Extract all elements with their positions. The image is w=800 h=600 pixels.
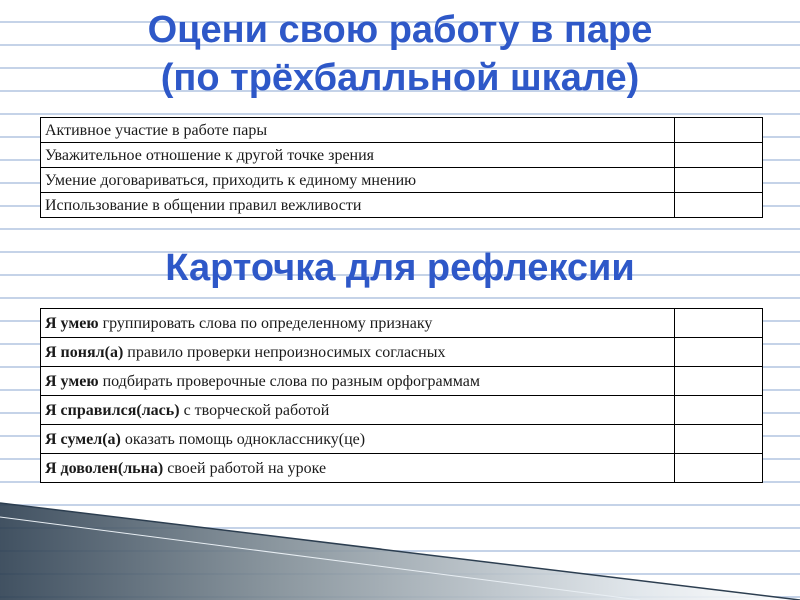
statement-text: подбирать проверочные слова по разным орфограммам: [98, 373, 481, 390]
statement-cell: [41, 338, 675, 367]
statement-lead: Я доволен(льна): [45, 460, 164, 477]
statement-text: правило проверки непроизносимых согласных: [123, 344, 446, 361]
criterion-label: Уважительное отношение к другой точке зрения: [41, 143, 675, 168]
statement-lead: Я справился(лась): [45, 402, 180, 419]
score-cell[interactable]: [675, 143, 763, 168]
statement-cell: [41, 454, 675, 483]
table-row: [41, 193, 763, 218]
pair-work-table: [40, 117, 763, 218]
statement-cell: [41, 309, 675, 338]
reflection-card-title: Карточка для рефлексии: [165, 247, 635, 289]
score-cell[interactable]: [675, 309, 763, 338]
score-cell[interactable]: [675, 168, 763, 193]
score-cell[interactable]: [675, 425, 763, 454]
decorative-wedge: [0, 495, 800, 600]
statement-lead: Я понял(а): [45, 344, 124, 361]
table-row: [41, 168, 763, 193]
statement-text: оказать помощь однокласснику(це): [120, 431, 366, 448]
table-row: [41, 309, 763, 338]
criterion-label: Использование в общении правил вежливости: [41, 193, 675, 218]
table-row: [41, 143, 763, 168]
score-cell[interactable]: [675, 396, 763, 425]
score-cell[interactable]: [675, 367, 763, 396]
table-row: [41, 425, 763, 454]
score-cell[interactable]: [675, 193, 763, 218]
score-cell[interactable]: [675, 338, 763, 367]
score-cell[interactable]: [675, 454, 763, 483]
page-title-line-1: Оцени свою работу в паре: [147, 9, 653, 51]
statement-text: группировать слова по определенному признаку: [98, 315, 433, 332]
statement-lead: Я умею: [45, 315, 99, 332]
criterion-label: Умение договариваться, приходить к единому мнению: [41, 168, 675, 193]
table-row: [41, 367, 763, 396]
statement-cell: [41, 367, 675, 396]
page-title-line-2: (по трёхбалльной шкале): [160, 57, 640, 99]
score-cell[interactable]: [675, 118, 763, 143]
statement-cell: [41, 396, 675, 425]
statement-lead: Я сумел(а): [45, 431, 121, 448]
table-row: [41, 396, 763, 425]
criterion-label: Активное участие в работе пары: [41, 118, 675, 143]
table-row: [41, 118, 763, 143]
statement-lead: Я умею: [45, 373, 99, 390]
table-row: [41, 338, 763, 367]
statement-text: своей работой на уроке: [163, 460, 327, 477]
statement-text: с творческой работой: [179, 402, 330, 419]
reflection-table: [40, 308, 763, 483]
statement-cell: [41, 425, 675, 454]
table-row: [41, 454, 763, 483]
